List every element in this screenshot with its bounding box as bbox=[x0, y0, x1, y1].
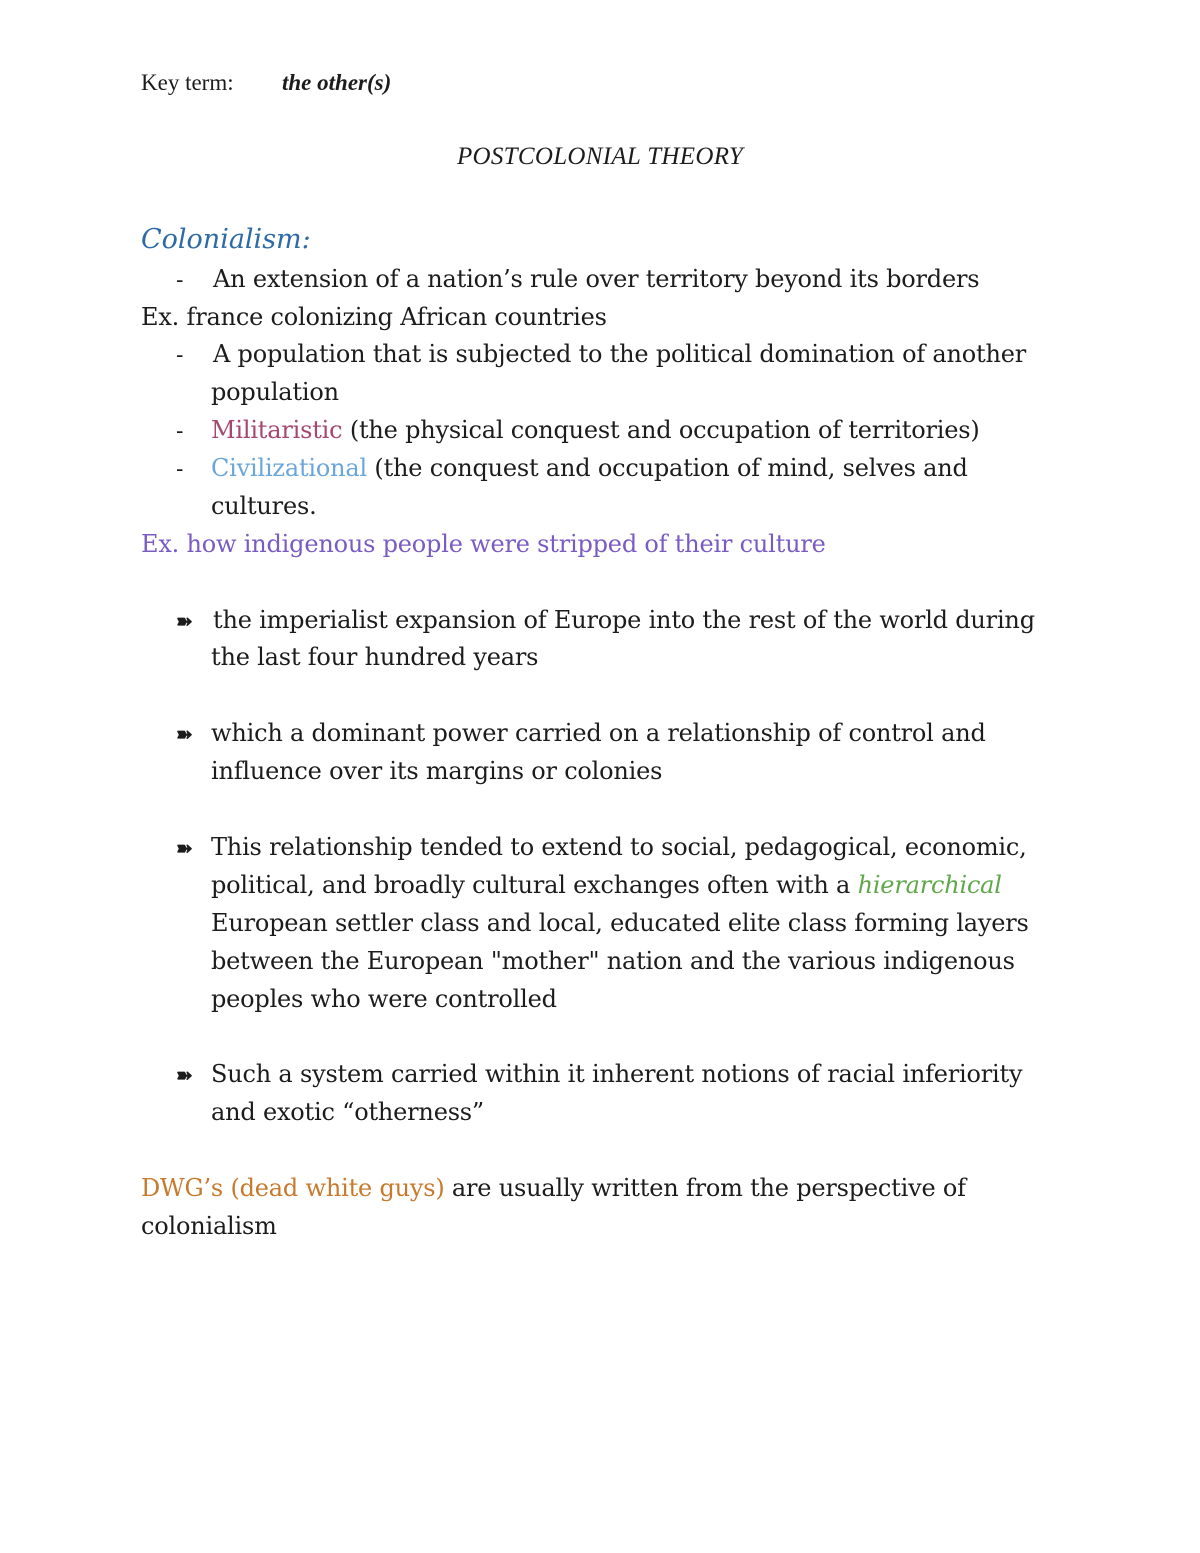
definition-population-line1: A population that is subjected to the political domination of another bbox=[213, 340, 1027, 368]
dwg-highlight: DWG’s (dead white guys) bbox=[141, 1174, 445, 1202]
dash-bullet: - bbox=[176, 457, 184, 482]
bullet-relationship-line2 bbox=[211, 871, 1002, 899]
civilizational-description: (the conquest and occupation of mind, selves and bbox=[367, 454, 968, 482]
definition-extension: An extension of a nation’s rule over territory beyond its borders bbox=[213, 265, 980, 293]
civilizational-line2: cultures. bbox=[211, 492, 317, 520]
dash-bullet: - bbox=[176, 343, 184, 368]
example-france: Ex. france colonizing African countries bbox=[141, 303, 607, 331]
closing-statement-text: are usually written from the perspective of bbox=[444, 1174, 966, 1202]
militaristic-term: Militaristic bbox=[211, 416, 343, 444]
example-indigenous: Ex. how indigenous people were stripped of their culture bbox=[141, 530, 826, 558]
closing-statement-line2: colonialism bbox=[141, 1212, 277, 1240]
page-title: POSTCOLONIAL THEORY bbox=[456, 143, 744, 170]
bullet-imperialist-line2: the last four hundred years bbox=[211, 643, 539, 671]
dash-bullet: - bbox=[176, 419, 184, 444]
bullet-dominant-line1: which a dominant power carried on a relationship of control and bbox=[211, 719, 986, 747]
civilizational-line bbox=[211, 454, 968, 482]
arrow-bullet-icon: ➽ bbox=[176, 722, 193, 746]
bullet-relationship-line4: between the European "mother" nation and the various indigenous bbox=[211, 947, 1015, 975]
bullet-relationship-line1: This relationship tended to extend to social, pedagogical, economic, bbox=[211, 833, 1027, 861]
bullet-relationship-line5: peoples who were controlled bbox=[211, 985, 557, 1013]
militaristic-line bbox=[211, 416, 980, 444]
bullet-relationship-line2-text: political, and broadly cultural exchanges often with a bbox=[211, 871, 858, 899]
key-term-label: Key term: bbox=[141, 70, 234, 95]
civilizational-term: Civilizational bbox=[211, 454, 367, 482]
closing-statement-line1 bbox=[141, 1174, 966, 1202]
key-term-value: the other(s) bbox=[282, 70, 392, 95]
hierarchical-emphasis: hierarchical bbox=[857, 871, 1002, 899]
dash-bullet: - bbox=[176, 268, 184, 293]
definition-population-line2: population bbox=[211, 378, 339, 406]
militaristic-description: (the physical conquest and occupation of territories) bbox=[342, 416, 980, 444]
arrow-bullet-icon: ➽ bbox=[176, 836, 193, 860]
arrow-bullet-icon: ➽ bbox=[176, 1063, 193, 1087]
bullet-relationship-line3: European settler class and local, educated elite class forming layers bbox=[211, 909, 1029, 937]
bullet-system-line2: and exotic “otherness” bbox=[211, 1098, 484, 1126]
bullet-dominant-line2: influence over its margins or colonies bbox=[211, 757, 663, 785]
section-heading-colonialism: Colonialism: bbox=[141, 224, 311, 255]
arrow-bullet-icon: ➽ bbox=[176, 609, 193, 633]
bullet-imperialist-line1: the imperialist expansion of Europe into the rest of the world during bbox=[213, 606, 1035, 634]
bullet-system-line1: Such a system carried within it inherent notions of racial inferiority bbox=[211, 1060, 1023, 1088]
